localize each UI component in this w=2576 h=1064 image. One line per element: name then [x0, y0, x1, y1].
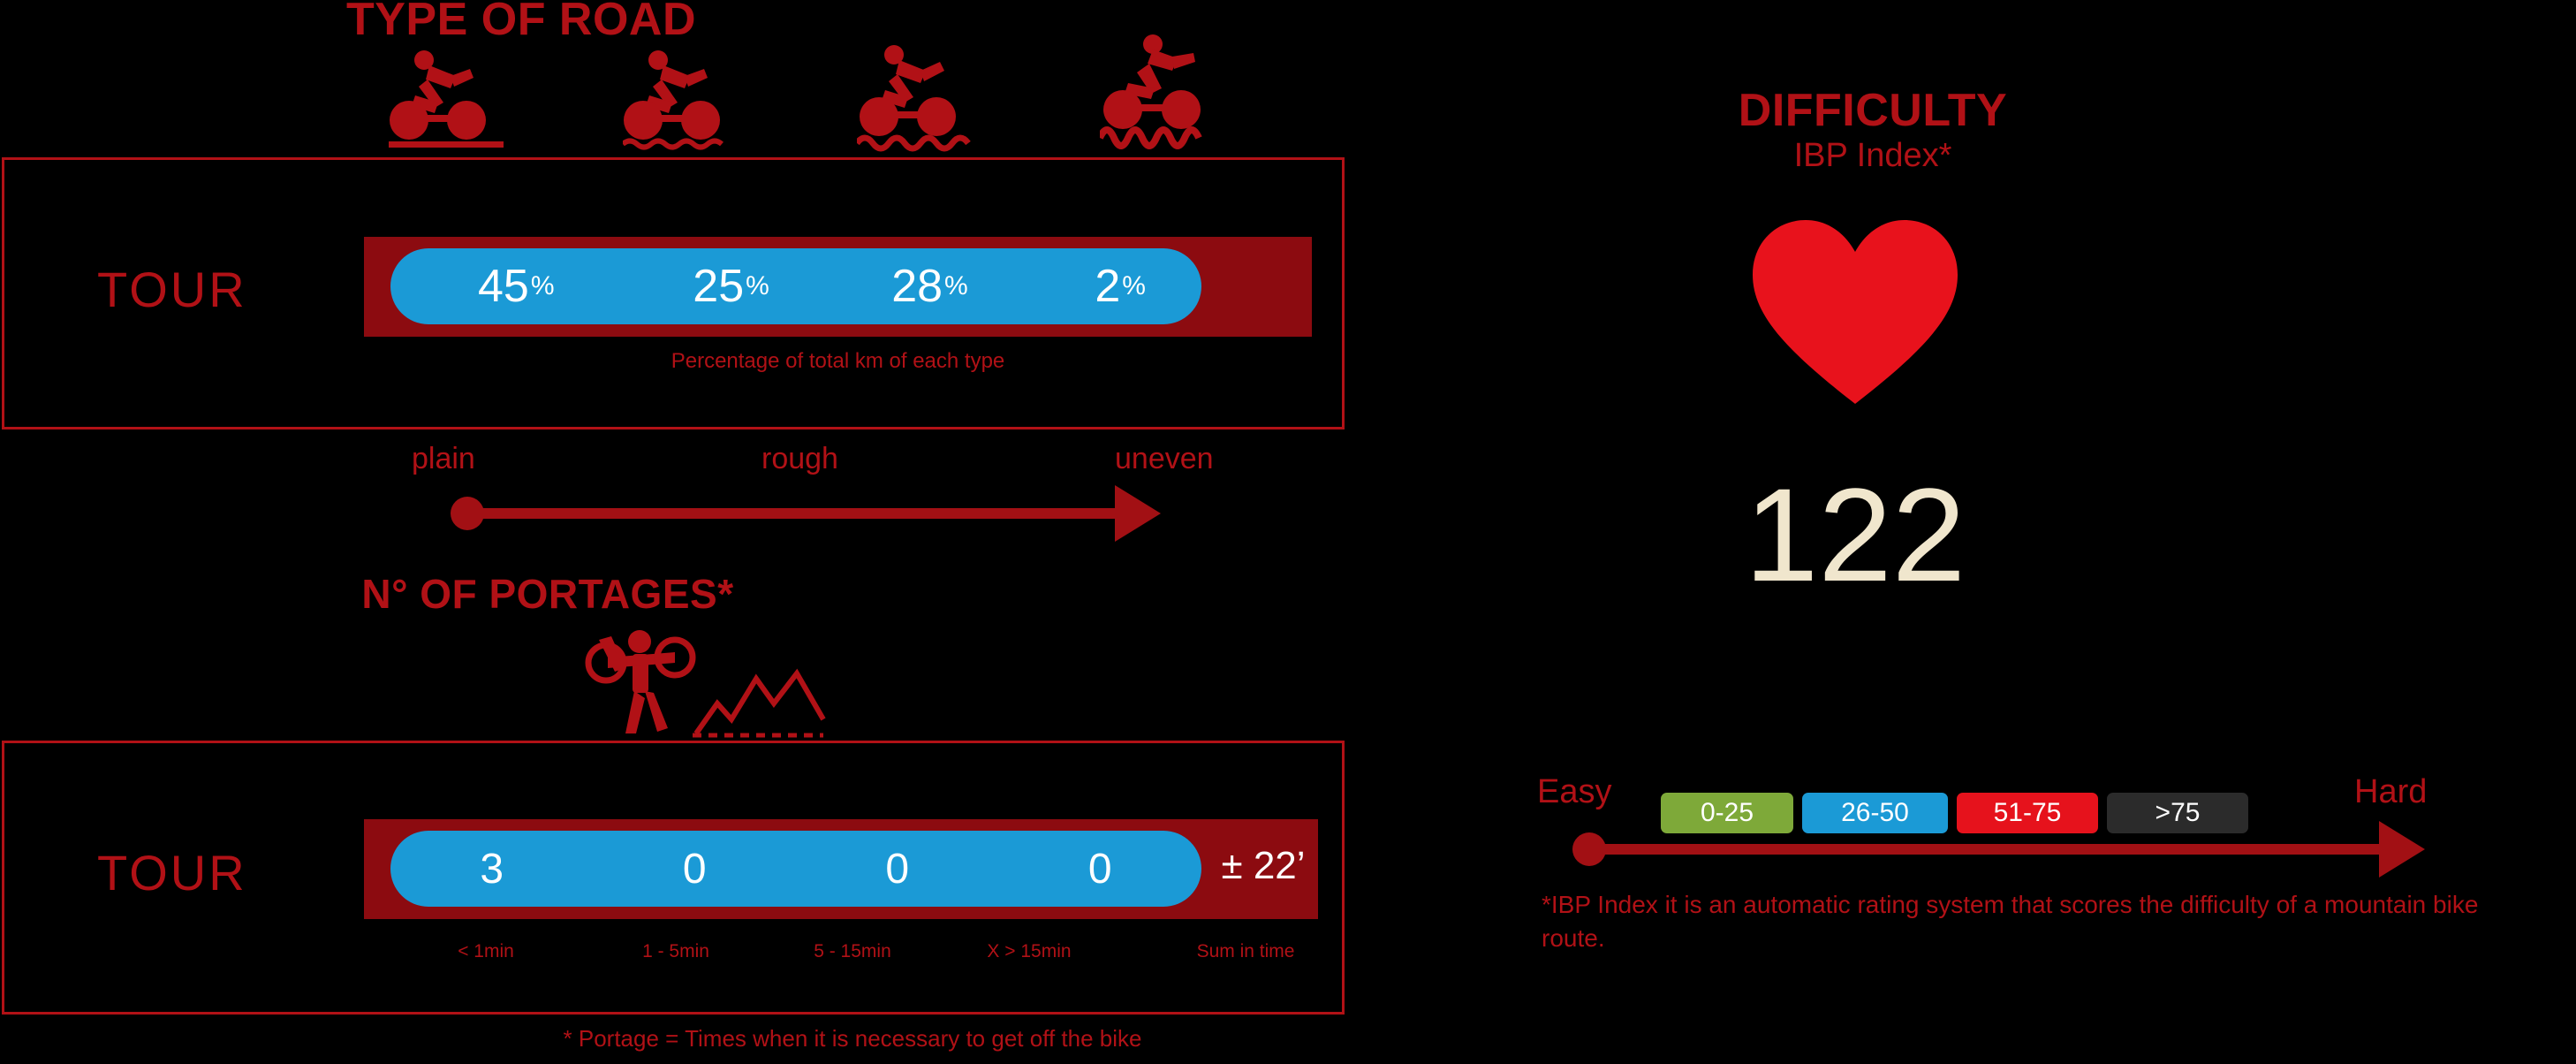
portages-footnote: * Portage = Times when it is necessary to get off the bike	[563, 1025, 1142, 1052]
road-segment-unit: %	[746, 271, 769, 300]
scale-label-rough: rough	[761, 442, 838, 475]
difficulty-hard-label: Hard	[2354, 773, 2428, 810]
portages-tour-label: TOUR	[97, 845, 247, 901]
portage-segment	[796, 831, 999, 907]
cyclist-rough-icon	[623, 49, 738, 156]
road-segment	[642, 248, 821, 324]
portages-count-bar	[390, 831, 1201, 907]
scale-label-plain: plain	[412, 442, 475, 475]
cyclist-icon-row	[0, 42, 1042, 156]
road-segment-value: 45	[478, 261, 529, 312]
difficulty-range-chip: 26-50	[1802, 793, 1948, 833]
portages-sum-value: ± 22’	[1221, 844, 1306, 887]
road-scale-track	[477, 508, 1122, 519]
portage-segment-value: 0	[1087, 845, 1112, 893]
difficulty-title: DIFFICULTY	[1738, 85, 2008, 136]
road-percentage-bar	[390, 248, 1201, 324]
portage-tick-label: < 1min	[458, 941, 514, 961]
road-segment-unit: %	[1122, 271, 1146, 300]
ibp-index-value: 122	[1744, 460, 1966, 609]
scale-label-uneven: uneven	[1115, 442, 1214, 475]
road-bar-caption: Percentage of total km of each type	[671, 349, 1005, 373]
heart-icon	[1749, 217, 1961, 407]
cyclist-bumpy-icon	[857, 42, 972, 148]
portages-title: N° OF PORTAGES*	[361, 571, 734, 617]
portage-segment	[390, 831, 594, 907]
road-segment	[1039, 248, 1201, 324]
portage-segment	[999, 831, 1202, 907]
road-segment-unit: %	[944, 271, 968, 300]
road-segment-unit: %	[530, 271, 555, 300]
road-segment	[390, 248, 642, 324]
portage-tick-label: 1 - 5min	[642, 941, 709, 961]
portage-segment-value: 0	[885, 845, 910, 893]
cyclist-uneven-icon	[1100, 32, 1215, 138]
ibp-index-subtitle: IBP Index*	[1793, 137, 1952, 174]
road-tour-label: TOUR	[97, 262, 247, 317]
portage-segment	[594, 831, 797, 907]
portage-segment-value: 3	[480, 845, 504, 893]
cyclist-plain-icon	[389, 49, 504, 156]
portage-tick-label: X > 15min	[987, 941, 1072, 961]
type-of-road-title: TYPE OF ROAD	[345, 0, 697, 45]
difficulty-range-chip: 0-25	[1661, 793, 1793, 833]
difficulty-scale-arrowhead	[2379, 821, 2425, 878]
difficulty-range-chip: >75	[2107, 793, 2248, 833]
difficulty-easy-label: Easy	[1537, 773, 1612, 810]
portage-tick-label: Sum in time	[1196, 941, 1295, 961]
road-segment-value: 2	[1095, 261, 1121, 312]
difficulty-range-chip: 51-75	[1957, 793, 2098, 833]
portage-tick-label: 5 - 15min	[814, 941, 891, 961]
portage-segment-value: 0	[682, 845, 707, 893]
difficulty-scale-track	[1599, 844, 2385, 855]
ibp-index-note: *IBP Index it is an automatic rating system that scores the difficulty of a mountain bike route.	[1542, 891, 2479, 952]
road-segment-value: 25	[693, 261, 745, 312]
road-segment	[821, 248, 1040, 324]
hiker-carrying-bike-icon	[583, 627, 830, 742]
road-segment-value: 28	[891, 261, 943, 312]
road-scale-arrowhead	[1115, 485, 1161, 542]
